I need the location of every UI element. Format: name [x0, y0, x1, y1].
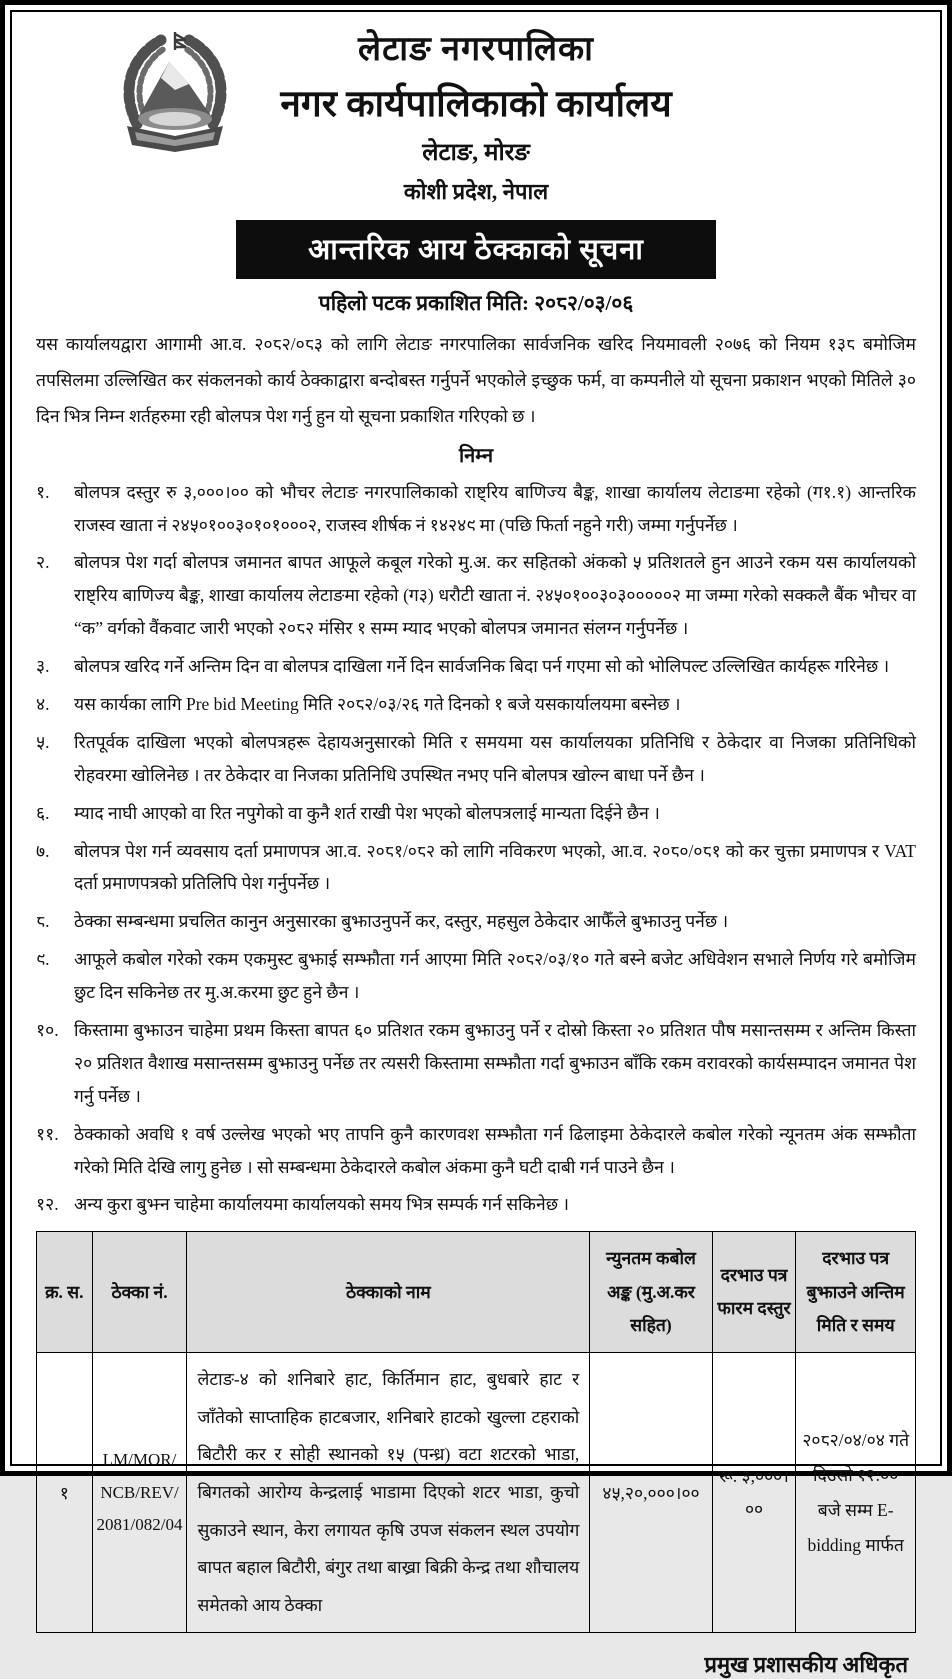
- term-item-2: [36, 546, 916, 645]
- cell-form-fee: रू. ३,०००।००: [712, 1353, 796, 1633]
- term-item-11: [36, 1118, 916, 1184]
- term-item-3: [36, 650, 916, 683]
- tender-table: [36, 1231, 916, 1633]
- term-text: म्याद नाघी आएको वा रित नपुगेको वा कुनै शर्त राखी पेश भएको बोलपत्रलाई मान्यता दिईने छैन ।: [74, 802, 660, 823]
- term-text: यस कार्यका लागि Pre bid Meeting मिति २०८२/०३/२६ गते दिनको १ बजे यसकार्यालयमा बस्नेछ ।: [74, 693, 681, 714]
- notice-inner-frame: [10, 10, 942, 1678]
- term-item-8: [36, 905, 916, 938]
- term-number: २.: [36, 552, 50, 573]
- notice-title-banner: आन्तरिक आय ठेक्काको सूचना: [236, 220, 716, 279]
- intro-paragraph: यस कार्यालयद्वारा आगामी आ.व. २०८२/०८३ को लागि लेटाङ नगरपालिका सार्वजनिक खरिद नियमावली २०७६ को नियम १३८ बमोजिम तपसिलमा उल्लिखित कर संकलनको कार्य ठेक्काद्वारा बन्दोबस्त गर्नुपर्ने भएकोले इच्छुक फर्म, वा कम्पनीले यो सूचना प्रकाशन भएको मितिले ३० दिन भित्र निम्न शर्तहरुमा रही बोलपत्र पेश गर्नु हुन यो सूचना प्रकाशित गरिएको छ ।: [36, 334, 916, 426]
- municipality-logo-icon: [114, 28, 236, 228]
- term-number: ४.: [36, 693, 50, 714]
- term-text: रितपूर्वक दाखिला भएको बोलपत्रहरू देहायअनुसारको मिति र समयमा यस कार्यालयका प्रतिनिधि र ठेकेदार वा निजका प्रतिनिधिको रोहवरमा खोलिनेछ । तर ठेकेदार वा निजका प्रतिनिधि उपस्थित नभए पनि बोलपत्र खोल्न बाधा पर्ने छैन ।: [74, 731, 916, 785]
- office-name: नगर कार्यपालिकाको कार्यालय: [280, 84, 672, 125]
- term-item-12: [36, 1188, 916, 1221]
- list-heading: निम्न: [458, 444, 494, 467]
- term-number: १२.: [36, 1194, 59, 1215]
- cell-contract-name: लेटाङ-४ को शनिबारे हाट, किर्तिमान हाट, बुधबारे हाट र जाँतेको साप्ताहिक हाटबजार, शनिबारे हाटको खुल्ला टहराको बिटौरी कर र सोही स्थानको १५ (पन्ध्र) वटा शटरको भाडा, बिगतको आरोग्य केन्द्रलाई भाडामा दिएको शटर भाडा, कुचो सुकाउने स्थान, केरा लगायत कृषि उपज संकलन स्थल उपयोग बापत बहाल बिटौरी, बंगुर तथा बाख्रा बिक्री केन्द्र तथा शौचालय समेतको आय ठेक्का: [187, 1353, 590, 1633]
- term-text: ठेक्काको अवधि १ वर्ष उल्लेख भएको भए तापनि कुनै कारणवश सम्झौता गर्न ढिलाइमा ठेकेदारले कबोल गरेको न्यूनतम अंक सम्झौता गरेको मिति देखि लागु हुनेछ । सो सम्बन्धमा ठेकेदारले कबोल अंकमा कुनै घटी दाबी गर्न पाउने छैन ।: [74, 1123, 916, 1177]
- term-number: ३.: [36, 656, 50, 677]
- term-number: १०.: [36, 1019, 59, 1040]
- term-text: बोलपत्र पेश गर्न व्यवसाय दर्ता प्रमाणपत्र आ.व. २०८१/०८२ को लागि नविकरण भएको, आ.व. २०८०/०८१ को कर चुक्ता प्रमाणपत्र र VAT दर्ता प्रमाणपत्रको प्रतिलिपि पेश गर्नुपर्नेछ ।: [74, 840, 916, 894]
- term-item-6: [36, 797, 916, 830]
- col-header-sn: क्र. स.: [37, 1232, 93, 1353]
- published-date: पहिलो पटक प्रकाशित मिति: २०८२/०३/०६: [318, 291, 634, 315]
- cell-min-amount: ४५,२०,०००।००: [590, 1353, 712, 1633]
- table-header-row: [37, 1232, 916, 1353]
- term-item-9: [36, 943, 916, 1009]
- municipality-name: लेटाङ नगरपालिका: [358, 31, 594, 68]
- term-item-10: [36, 1014, 916, 1113]
- col-header-form-fee: दरभाउ पत्र फारम दस्तुर: [712, 1232, 796, 1353]
- col-header-contract-no: ठेक्का नं.: [92, 1232, 187, 1353]
- term-number: ७.: [36, 840, 50, 861]
- term-number: १.: [36, 481, 50, 502]
- term-item-1: [36, 476, 916, 542]
- signature-title: प्रमुख प्रशासकीय अधिकृत: [704, 1652, 908, 1678]
- term-text: अन्य कुरा बुझ्न चाहेमा कार्यालयमा कार्यालयको समय भित्र सम्पर्क गर्न सकिनेछ ।: [74, 1194, 569, 1215]
- term-text: बोलपत्र दस्तुर रु ३,०००।०० को भौचर लेटाङ नगरपालिकाको राष्ट्रिय बाणिज्य बैङ्क, शाखा कार्यालय लेटाङमा रहेको (ग१.१) आन्तरिक राजस्व खाता नं २४५०१००३०१०१०००२, राजस्व शीर्षक नं १४२४९ मा (पछि फिर्ता नहुने गरी) जम्मा गर्नुपर्नेछ ।: [74, 481, 916, 535]
- cell-contract-no: LM/MOR/ NCB/REV/ 2081/082/04: [92, 1353, 187, 1633]
- col-header-contract-name: ठेक्काको नाम: [187, 1232, 590, 1353]
- cell-deadline: २०८२/०४/०४ गते दिउसो १२:०० बजे सम्म E-bidding मार्फत: [796, 1353, 916, 1633]
- letterhead: [36, 24, 916, 317]
- term-text: आफूले कबोल गरेको रकम एकमुस्ट बुझाई सम्झौता गर्न आएमा मिति २०८२/०३/१० गते बस्ने बजेट अधिवेशन सभाले निर्णय गरे बमोजिम छुट दिन सकिनेछ तर मु.अ.करमा छुट हुने छैन ।: [74, 949, 916, 1003]
- term-number: ९.: [36, 949, 50, 970]
- term-text: बोलपत्र खरिद गर्ने अन्तिम दिन वा बोलपत्र दाखिला गर्ने दिन सार्वजनिक बिदा पर्न गएमा सो को भोलिपल्ट उल्लिखित कार्यहरू गरिनेछ ।: [74, 656, 890, 677]
- term-number: ६.: [36, 802, 50, 823]
- term-number: ८.: [36, 911, 50, 932]
- term-item-4: [36, 688, 916, 721]
- table-row: [37, 1353, 916, 1633]
- cell-sn: १: [37, 1353, 93, 1633]
- term-text: किस्तामा बुझाउन चाहेमा प्रथम किस्ता बापत ६० प्रतिशत रकम बुझाउनु पर्ने र दोस्रो किस्ता २० प्रतिशत पौष मसान्तसम्म र अन्तिम किस्ता २० प्रतिशत वैशाख मसान्तसम्म बुझाउनु पर्नेछ तर त्यसरी किस्तामा सम्झौता गर्दा बुझाउन बाँकि रकम वरावरको कार्यसम्पादन जमानत पेश गर्नु पर्नेछ ।: [74, 1019, 916, 1106]
- office-address: लेटाङ, मोरङ: [422, 140, 530, 166]
- term-item-5: [36, 726, 916, 792]
- province-line: कोशी प्रदेश, नेपाल: [403, 179, 549, 204]
- term-number: ११.: [36, 1123, 59, 1144]
- terms-list: [36, 476, 916, 1222]
- term-text: ठेक्का सम्बन्धमा प्रचलित कानुन अनुसारका बुझाउनुपर्ने कर, दस्तुर, महसुल ठेकेदार आफैँले बुझाउनु पर्नेछ ।: [74, 911, 729, 932]
- col-header-deadline: दरभाउ पत्र बुझाउने अन्तिम मिति र समय: [796, 1232, 916, 1353]
- term-item-7: [36, 835, 916, 901]
- term-text: बोलपत्र पेश गर्दा बोलपत्र जमानत बापत आफूले कबूल गरेको मु.अ. कर सहितको अंकको ५ प्रतिशतले हुन आउने रकम यस कार्यालयको राष्ट्रिय बाणिज्य बैङ्क, शाखा कार्यालय लेटाङमा रहेको (ग३) धरौटी खाता नं. २४५०१००३०३०००००२ मा जम्मा गरेको सक्कलै बैंक भौचर वा “क” वर्गको वैंकवाट जारी भएको २०८२ मंसिर १ सम्म म्याद भएको बोलपत्र जमानत संलग्न गर्नुपर्नेछ ।: [74, 552, 916, 639]
- col-header-min-amount: न्युनतम कबोल अङ्क (मु.अ.कर सहित): [590, 1232, 712, 1353]
- term-number: ५.: [36, 731, 50, 752]
